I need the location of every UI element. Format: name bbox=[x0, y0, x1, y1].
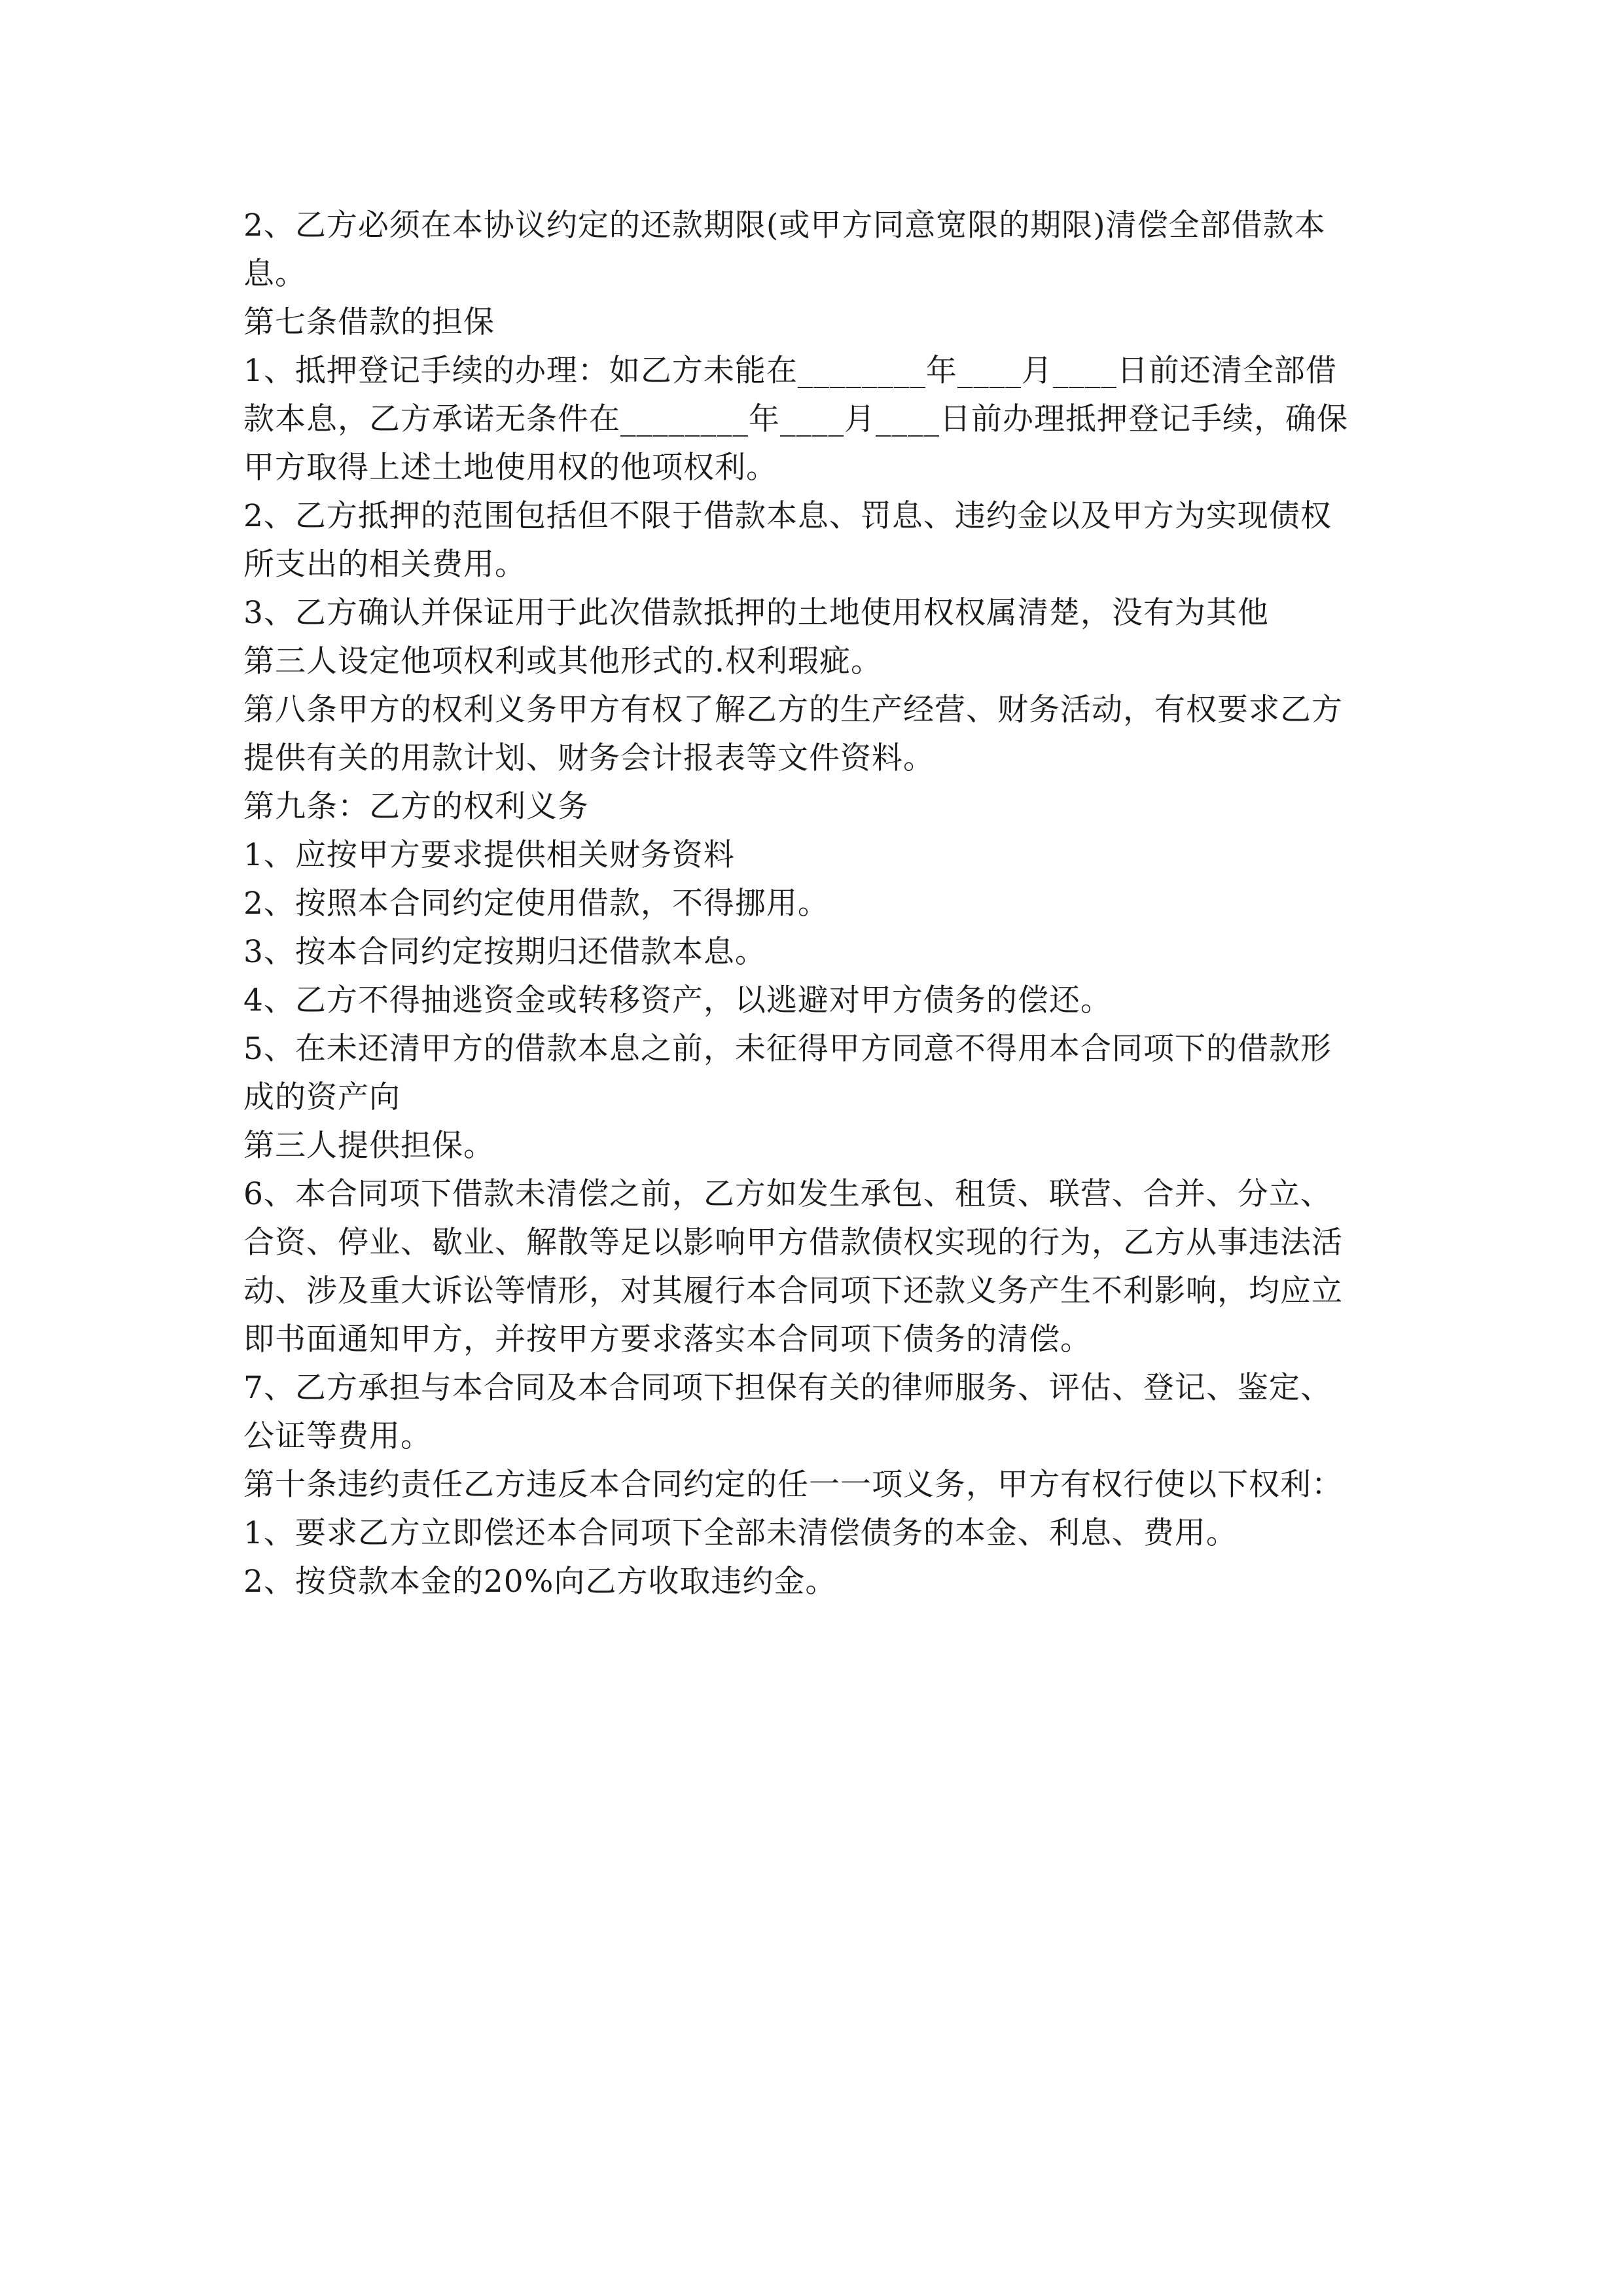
section-heading: 第九条：乙方的权利义务 bbox=[243, 789, 589, 825]
text-line: 1、要求乙方立即偿还本合同项下全部未清偿债务的本金、利息、费用。 bbox=[243, 1515, 1238, 1551]
text-line: 款本息，乙方承诺无条件在________年____月____日前办理抵押登记手续，确保 bbox=[243, 401, 1348, 437]
text-line: 成的资产向 bbox=[243, 1079, 401, 1115]
text-line: 所支出的相关费用。 bbox=[243, 547, 526, 583]
text-line: 公证等费用。 bbox=[243, 1418, 432, 1454]
text-line: 合资、停业、歇业、解散等足以影响甲方借款债权实现的行为，乙方从事违法活 bbox=[243, 1225, 1343, 1261]
text-line: 即书面通知甲方，并按甲方要求落实本合同项下债务的清偿。 bbox=[243, 1321, 1092, 1357]
section-heading: 第十条违约责任乙方违反本合同约定的任一一项义务，甲方有权行使以下权利： bbox=[243, 1467, 1343, 1503]
text-line: 2、乙方必须在本协议约定的还款期限(或甲方同意宽限的期限)清偿全部借款本 bbox=[243, 207, 1326, 243]
section-heading: 第七条借款的担保 bbox=[243, 304, 495, 340]
document-body bbox=[243, 202, 1415, 1606]
text-line: 息。 bbox=[243, 256, 306, 292]
text-line: 第三人提供担保。 bbox=[243, 1128, 495, 1164]
section-heading: 第八条甲方的权利义务甲方有权了解乙方的生产经营、财务活动，有权要求乙方 bbox=[243, 692, 1343, 728]
text-line: 2、乙方抵押的范围包括但不限于借款本息、罚息、违约金以及甲方为实现债权 bbox=[243, 498, 1332, 534]
text-line: 3、乙方确认并保证用于此次借款抵押的土地使用权权属清楚，没有为其他 bbox=[243, 595, 1269, 631]
text-line: 2、按贷款本金的20%向乙方收取违约金。 bbox=[243, 1564, 837, 1600]
text-line: 4、乙方不得抽逃资金或转移资产，以逃避对甲方债务的偿还。 bbox=[243, 982, 1112, 1018]
text-line: 动、涉及重大诉讼等情形，对其履行本合同项下还款义务产生不利影响，均应立 bbox=[243, 1273, 1343, 1309]
text-line: 5、在未还清甲方的借款本息之前，未征得甲方同意不得用本合同项下的借款形 bbox=[243, 1031, 1332, 1067]
text-line: 提供有关的用款计划、财务会计报表等文件资料。 bbox=[243, 740, 935, 776]
text-line: 3、按本合同约定按期归还借款本息。 bbox=[243, 934, 766, 970]
text-line: 2、按照本合同约定使用借款，不得挪用。 bbox=[243, 886, 829, 922]
text-line: 1、应按甲方要求提供相关财务资料 bbox=[243, 837, 735, 873]
text-line: 1、抵押登记手续的办理：如乙方未能在________年____月____日前还清全部借 bbox=[243, 353, 1337, 389]
text-line: 6、本合同项下借款未清偿之前，乙方如发生承包、租赁、联营、合并、分立、 bbox=[243, 1176, 1332, 1212]
text-line: 甲方取得上述土地使用权的他项权利。 bbox=[243, 450, 777, 486]
text-line: 第三人设定他项权利或其他形式的.权利瑕疵。 bbox=[243, 643, 882, 679]
text-line: 7、乙方承担与本合同及本合同项下担保有关的律师服务、评估、登记、鉴定、 bbox=[243, 1370, 1332, 1406]
